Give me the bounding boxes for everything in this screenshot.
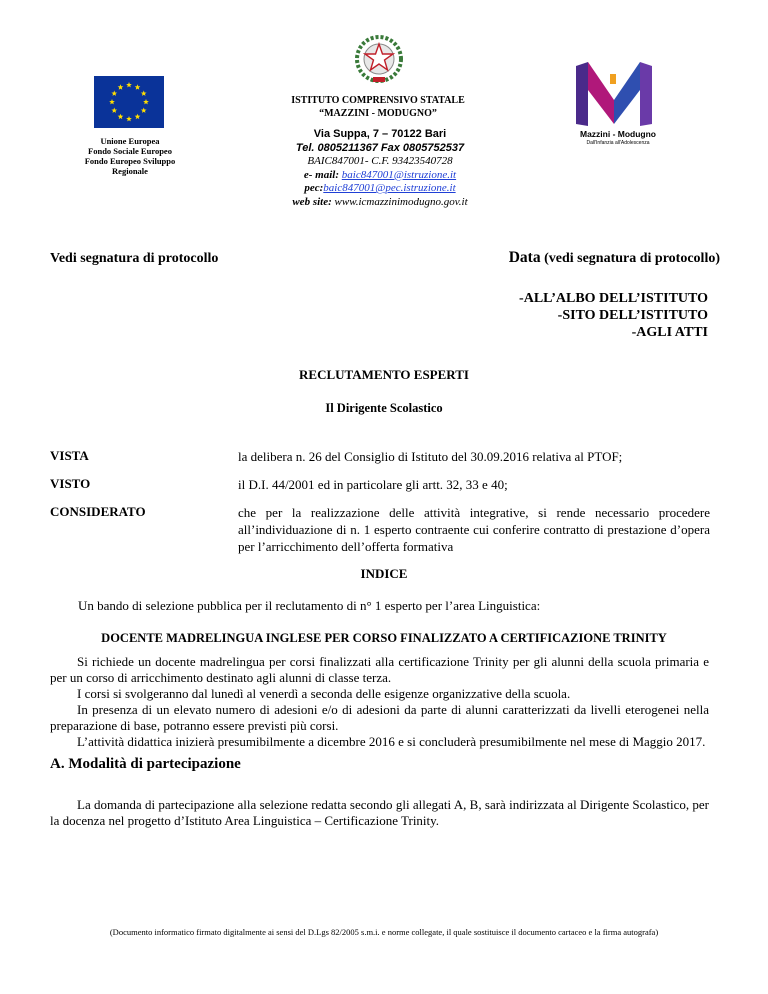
premise-key: CONSIDERATO [50, 504, 146, 519]
bando-text: Un bando di selezione pubblica per il reclutamento di n° 1 esperto per l’area Linguistica: [78, 598, 541, 613]
date-label: Data [508, 249, 541, 266]
institute-contacts [230, 128, 530, 209]
position-title: DOCENTE MADRELINGUA INGLESE PER CORSO FINALIZZATO A CERTIFICAZIONE TRINITY [101, 631, 667, 645]
eu-flag-logo [94, 76, 164, 128]
web-address: www.icmazzinimodugno.gov.it [334, 195, 468, 208]
date-value: (vedi segnatura di protocollo) [544, 251, 720, 266]
eu-caption-line: Unione Europea [100, 136, 160, 146]
body-paragraphs [50, 654, 709, 750]
section-a-body [50, 797, 709, 829]
school-logo-caption: Mazzini - Modugno [579, 129, 656, 139]
premise-text: il D.I. 44/2001 ed in particolare gli artt. 32, 33 e 40; [238, 477, 508, 492]
signatory-title: Il Dirigente Scolastico [325, 401, 443, 415]
paragraph: In presenza di un elevato numero di adesioni e/o di adesioni da parte di alunni caratterizzati da livelli eterogenei nella preparazione di base, potranno essere previsti più corsi. [50, 702, 709, 733]
email-label: e- mail: [303, 168, 340, 181]
premise-text: la delibera n. 26 del Consiglio di Istituto del 30.09.2016 relativa al PTOF; [238, 449, 623, 464]
school-logo-icon [570, 60, 666, 128]
school-logo-tagline: Dall'Infanzia all'Adolescenza [586, 140, 650, 146]
email-link[interactable]: baic847001@istruzione.it [341, 168, 457, 181]
phone: Tel. 0805211367 Fax 0805752537 [295, 141, 465, 154]
paragraph: I corsi si svolgeranno dal lunedì al venerdì a seconda delle esigenze organizzative della scuola. [77, 686, 571, 701]
premise-key: VISTO [50, 476, 91, 491]
paragraph: L’attività didattica inizierà presumibilmente a dicembre 2016 e si concluderà presumibilmente nel mese di Maggio 2017. [77, 734, 706, 749]
footer-note: (Documento informatico firmato digitalmente ai sensi del D.Lgs 82/2005 s.m.i. e norme collegate, il quale sostituisce il documento cartaceo e la firma autografa) [109, 927, 659, 937]
codes: BAIC847001- C.F. 93423540728 [307, 155, 453, 167]
institute-name [210, 94, 546, 120]
eu-caption-line: Fondo Europeo Sviluppo [84, 156, 176, 166]
eu-stars-icon [94, 76, 164, 128]
premise-key: VISTA [50, 448, 89, 463]
web-line [230, 196, 530, 210]
pec-line [230, 182, 530, 196]
recipient: -AGLI ATTI [631, 325, 708, 340]
recipients [380, 290, 708, 341]
republic-emblem-logo [352, 32, 406, 86]
paragraph: La domanda di partecipazione alla selezione redatta secondo gli allegati A, B, sarà indirizzata al Dirigente Scolastico, per la docenza nel progetto d’Istituto Area Linguistica – Certificazione Trinity. [50, 797, 709, 828]
protocol-date [440, 249, 720, 267]
recipient: -ALL’ALBO DELL’ISTITUTO [519, 291, 708, 306]
eu-caption-line: Regionale [112, 166, 148, 176]
paragraph: Si richiede un docente madrelingua per corsi finalizzati alla certificazione Trinity per gli alunni della scuola primaria e per un corso di arricchimento destinato agli alunni di classe terza. [50, 654, 709, 685]
recipient: -SITO DELL’ISTITUTO [557, 308, 708, 323]
eu-caption [60, 136, 200, 176]
premise-text: che per la realizzazione delle attività integrative, si rende necessario procedere all’individuazione di n. 1 esperto contraente cui conferire contratto di prestazione d’opera per l’arricchimento dell’offerta formativa [238, 505, 710, 554]
institute-name-line: ISTITUTO COMPRENSIVO STATALE [291, 95, 465, 106]
email-line [230, 169, 530, 183]
protocol-reference: Vedi segnatura di protocollo [50, 251, 219, 266]
pec-link[interactable]: baic847001@pec.istruzione.it [323, 182, 456, 194]
institute-name-line: “MAZZINI - MODUGNO” [319, 108, 437, 119]
address: Via Suppa, 7 – 70122 Bari [313, 128, 447, 140]
web-label: web site: [292, 195, 332, 208]
section-a-heading: A. Modalità di partecipazione [50, 756, 241, 772]
eu-caption-line: Fondo Sociale Europeo [88, 146, 172, 156]
pec-label: pec: [304, 182, 324, 194]
document-title: RECLUTAMENTO ESPERTI [299, 367, 469, 382]
emblem-icon [352, 32, 406, 86]
indice-heading: INDICE [360, 566, 408, 581]
